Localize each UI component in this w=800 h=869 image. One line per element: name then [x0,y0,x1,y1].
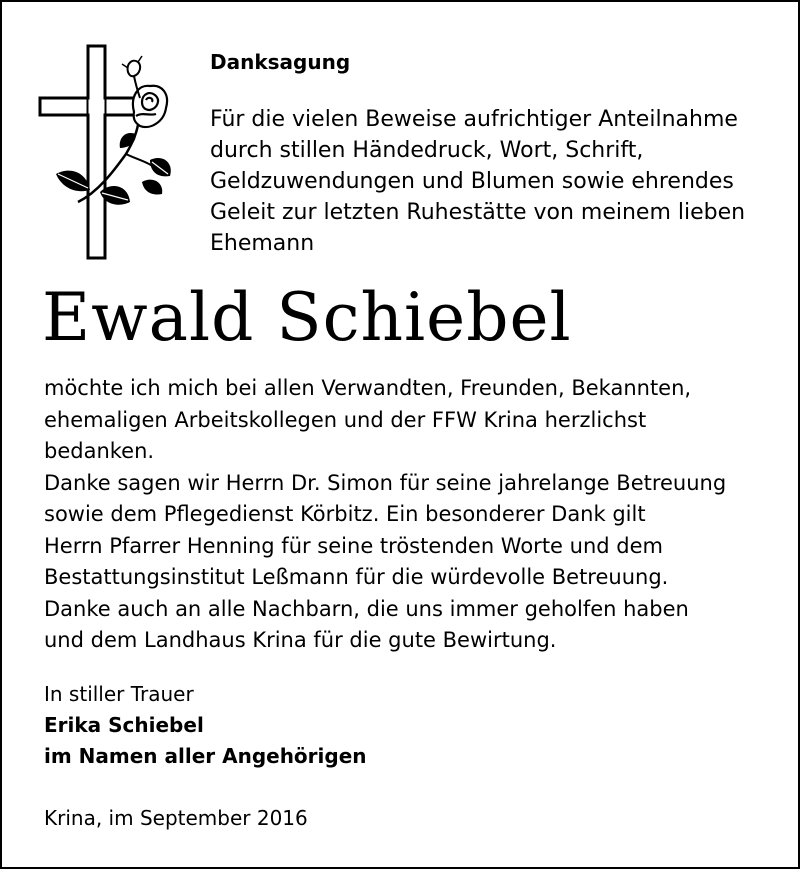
body-line: Danke sagen wir Herrn Dr. Simon für seine jahrelange Betreuung [44,470,727,495]
body-line: Herrn Pfarrer Henning für seine tröstenden Worte und dem [44,533,663,558]
intro-line: Geleit zur letzten Ruhestätte von meinem lieben [210,200,746,225]
page-title: Danksagung [210,50,351,74]
body-line: ehemaligen Arbeitskollegen und der FFW Krina herzlichst [44,407,647,432]
body-line: Bestattungsinstitut Leßmann für die würdevolle Betreuung. [44,565,669,589]
place-date: Krina, im September 2016 [44,806,308,830]
body-line: Danke auch an alle Nachbarn, die uns immer geholfen haben [44,596,689,621]
signer-name: Erika Schiebel [44,713,204,737]
body-line: sowie dem Pflegedienst Körbitz. Ein besonderer Dank gilt [44,502,646,526]
intro-line: Ehemann [210,231,315,256]
mourning-line: In stiller Trauer [44,682,194,706]
intro-paragraph [210,104,780,259]
body-line: bedanken. [44,439,155,463]
body-line: und dem Landhaus Krina für die gute Bewirtung. [44,628,557,652]
cross-with-rose-icon [38,42,188,262]
intro-line: durch stillen Händedruck, Wort, Schrift, [210,138,644,163]
on-behalf-line: im Namen aller Angehörigen [44,744,367,768]
body-paragraph [44,373,789,657]
signature-block [44,679,367,772]
deceased-name: Ewald Schiebel [42,279,572,356]
intro-line: Geldzuwendungen und Blumen sowie ehrendes [210,169,734,194]
intro-line: Für die vielen Beweise aufrichtiger Anteilnahme [210,107,738,132]
body-line: möchte ich mich bei allen Verwandten, Freunden, Bekannten, [44,376,692,400]
